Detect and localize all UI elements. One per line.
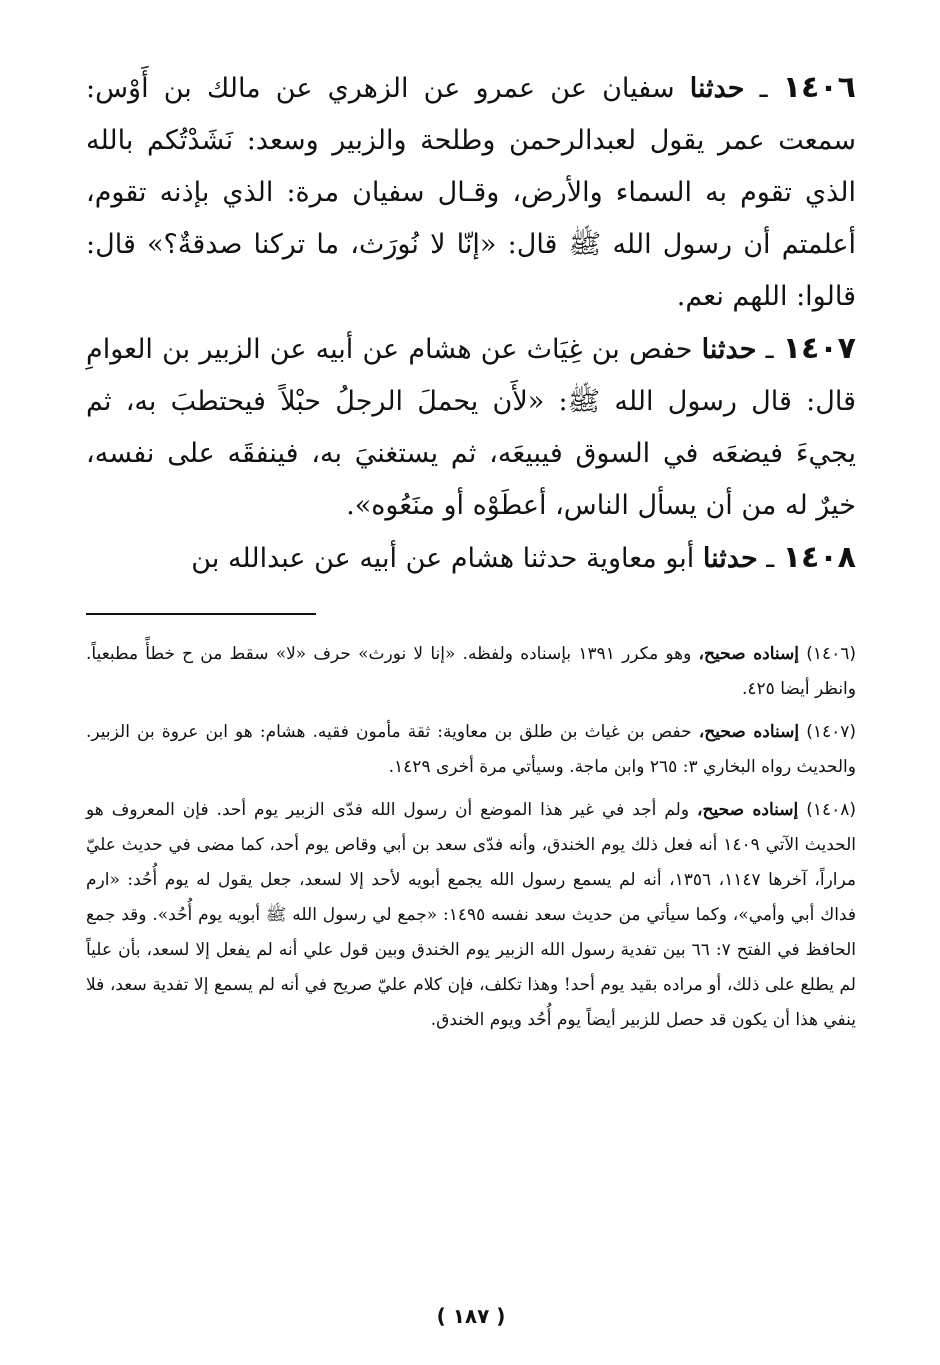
hadith-1406 [86, 62, 856, 323]
footnote-1406 [86, 637, 856, 707]
hadith-lead: حدثنا [689, 73, 745, 104]
footnote-ref: (١٤٠٧) [806, 722, 857, 742]
hadith-number: ١٤٠٦ [782, 70, 856, 105]
footnote-text: وهو مكرر ١٣٩١ بإسناده ولفظه. «إنا لا نورث» حرف «لا» سقط من ح خطأً مطبعياً. وانظر أيضا ٤٢٥. [86, 644, 856, 699]
hadith-1407 [86, 323, 856, 532]
hadith-number: ١٤٠٧ [782, 331, 856, 366]
footnote-text: حفص بن غياث بن طلق بن معاوية: ثقة مأمون فقيه. هشام: هو ابن عروة بن الزبير. والحديث رواه البخاري ٣: ٢٦٥ وابن ماجة. وسيأتي مرة أخرى ١٤٢٩. [86, 722, 856, 777]
hadith-text: سفيان عن عمرو عن الزهري عن مالك بن أَوْس: سمعت عمر يقول لعبدالرحمن وطلحة والزبير وسعد: نَشَدْتُكم بالله الذي تقوم به السماء والأرض، وقـال سفيان مرة: الذي بإذنه تقوم، أعلمتم أن رسول الله ﷺ قال: «إنّا لا نُورَث، ما تركنا صدقةٌ؟» قال: قالوا: اللهم نعم. [86, 73, 856, 312]
hadith-text: أبو معاوية حدثنا هشام عن أبيه عن عبدالله بن [191, 543, 695, 574]
footnote-divider [86, 613, 316, 615]
footnote-grade: إسناده صحيح، [697, 800, 799, 820]
footnote-1407 [86, 715, 856, 785]
dash: ـ [744, 73, 768, 104]
hadith-lead: حدثنا [702, 543, 758, 574]
hadith-1408 [86, 532, 856, 585]
main-text [86, 62, 856, 585]
footnote-text: ولم أجد في غير هذا الموضع أن رسول الله فدّى الزبير يوم أحد. فإن المعروف هو الحديث الآتي ١٤٠٩ أنه فعل ذلك يوم الخندق، وأنه فدّى سعد بن أبي وقاص يوم أحد، كما مضى في حديث عليّ مراراً، آخرها ١١٤٧، ١٣٥٦، أنه لم يسمع رسول الله يجمع أبويه لأحد إلا لسعد، جعل يقول له يوم أُحُد: «ارم فداك أبي وأمي»، وكما سيأتي من حديث سعد نفسه ١٤٩٥: «جمع لي رسول الله ﷺ أبويه يوم أُحُد». وقد جمع الحافظ في الفتح ٧: ٦٦ بين تفدية رسول الله الزبير يوم الخندق وبين قول علي أنه لم يفعل إلا لسعد، بأن علياً لم يطلع على ذلك، أو مراده بقيد يوم أحد! وهذا تكلف، فإن كلام عليّ صريح في أنه لم يسمع إلا تفدية سعد، فلا ينفي هذا أن يكون قد حصل للزبير أيضاً يوم أُحُد ويوم الخندق. [86, 800, 857, 1030]
footnote-1408 [86, 793, 856, 1038]
footnote-grade: إسناده صحيح، [698, 644, 799, 664]
dash: ـ [757, 543, 775, 574]
hadith-lead: حدثنا [701, 334, 757, 365]
book-page [86, 62, 857, 1328]
footnote-ref: (١٤٠٨) [806, 800, 857, 820]
footnote-ref: (١٤٠٦) [806, 644, 857, 664]
footnotes [86, 637, 856, 1038]
footnote-grade: إسناده صحيح، [698, 722, 800, 742]
hadith-number: ١٤٠٨ [782, 540, 856, 575]
page-number: ( ١٨٧ ) [436, 1304, 506, 1328]
dash: ـ [756, 334, 774, 365]
hadith-text: حفص بن غِيَاث عن هشام عن أبيه عن الزبير بن العوامِ قال: قال رسول الله ﷺ: «لأَن يحملَ الرجلُ حبْلاً فيحتطبَ به، ثم يجيءَ فيضعَه في السوق فيبيعَه، ثم يستغنيَ به، فينفقَه على نفسه، خيرٌ له من أن يسأل الناس، أعطَوْه أو منَعُوه». [86, 334, 856, 521]
